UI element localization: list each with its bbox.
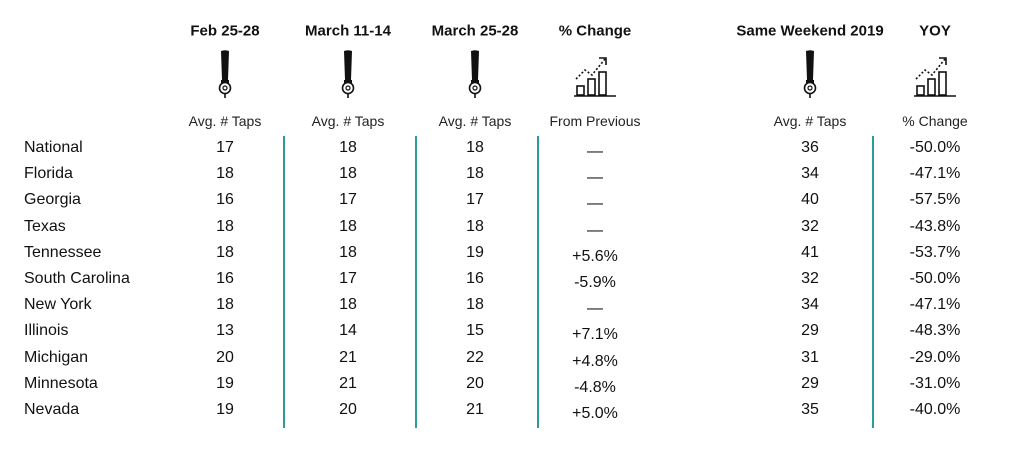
- column-subheader-mar11: Avg. # Taps: [311, 113, 385, 129]
- table-cell-mar25: 20: [466, 374, 484, 392]
- table-cell-yoy: -29.0%: [909, 348, 961, 366]
- table-cell-mar25: 15: [466, 322, 484, 340]
- table-cell-mar11: 20: [339, 401, 357, 418]
- column-subheader-y2019: Avg. # Taps: [773, 113, 847, 129]
- table-cell-mar11: 21: [339, 348, 357, 366]
- row-label: South Carolina: [24, 270, 130, 287]
- table-cell-y2019: 32: [801, 270, 819, 287]
- table-cell-mar11: 18: [339, 165, 357, 183]
- column-divider: [283, 136, 285, 428]
- growth-chart-icon: [573, 50, 617, 98]
- table-cell-mar25: 21: [466, 401, 484, 418]
- table-cell-yoy: -31.0%: [909, 374, 961, 392]
- table-cell-y2019: 41: [801, 243, 819, 261]
- growth-chart-icon: [913, 50, 957, 98]
- table-cell-feb: 18: [216, 165, 234, 183]
- table-cell-feb: 18: [216, 243, 234, 261]
- table-cell-yoy: -50.0%: [909, 139, 961, 156]
- column-subheader-mar25: Avg. # Taps: [438, 113, 512, 129]
- table-cell-chg: —: [587, 300, 603, 318]
- table-cell-y2019: 40: [801, 191, 819, 209]
- table-cell-yoy: -40.0%: [909, 401, 961, 418]
- table-cell-mar11: 18: [339, 296, 357, 314]
- beer-tap-icon: [337, 50, 359, 100]
- table-cell-y2019: 35: [801, 401, 819, 418]
- table-cell-feb: 16: [216, 270, 234, 287]
- table-cell-mar11: 18: [339, 139, 357, 156]
- column-header-feb: Feb 25-28: [190, 22, 260, 40]
- row-label: Illinois: [24, 322, 69, 340]
- table-cell-y2019: 29: [801, 322, 819, 340]
- row-label: Texas: [24, 217, 66, 235]
- table-cell-chg: -5.9%: [574, 274, 616, 291]
- table-cell-chg: —: [587, 143, 603, 160]
- table-cell-mar11: 18: [339, 243, 357, 261]
- column-header-yoy: YOY: [919, 22, 951, 40]
- table-cell-feb: 16: [216, 191, 234, 209]
- table-cell-yoy: -57.5%: [909, 191, 961, 209]
- column-subheader-yoy: % Change: [902, 113, 968, 129]
- table-cell-mar11: 17: [339, 191, 357, 209]
- row-label: New York: [24, 296, 92, 314]
- row-label: Georgia: [24, 191, 81, 209]
- column-divider: [415, 136, 417, 428]
- table-cell-mar11: 17: [339, 270, 357, 287]
- table-cell-yoy: -47.1%: [909, 296, 961, 314]
- table-cell-feb: 19: [216, 401, 234, 418]
- row-label: Minnesota: [24, 374, 98, 392]
- table-cell-mar25: 17: [466, 191, 484, 209]
- beer-tap-icon: [799, 50, 821, 100]
- table-cell-y2019: 31: [801, 348, 819, 366]
- table-cell-feb: 18: [216, 217, 234, 235]
- row-label: National: [24, 139, 83, 156]
- table-cell-chg: +5.0%: [572, 405, 618, 422]
- table-cell-yoy: -47.1%: [909, 165, 961, 183]
- table-cell-chg: —: [587, 221, 603, 239]
- beer-tap-icon: [464, 50, 486, 100]
- column-subheader-feb: Avg. # Taps: [188, 113, 262, 129]
- column-subheader-chg: From Previous: [549, 113, 641, 129]
- table-cell-feb: 19: [216, 374, 234, 392]
- table-cell-mar25: 19: [466, 243, 484, 261]
- table-cell-mar25: 18: [466, 217, 484, 235]
- column-header-y2019: Same Weekend 2019: [736, 22, 884, 40]
- row-label: Michigan: [24, 348, 89, 366]
- table-cell-yoy: -48.3%: [909, 322, 961, 340]
- table-cell-mar11: 14: [339, 322, 357, 340]
- column-header-chg: % Change: [558, 22, 632, 40]
- table-cell-mar11: 21: [339, 374, 357, 392]
- table-cell-feb: 13: [216, 322, 234, 340]
- table-cell-mar25: 16: [466, 270, 484, 287]
- table-cell-mar25: 18: [466, 139, 484, 156]
- table-cell-chg: +4.8%: [572, 352, 618, 370]
- table-cell-chg: —: [587, 169, 603, 187]
- column-header-mar11: March 11-14: [305, 22, 391, 40]
- table-cell-feb: 18: [216, 296, 234, 314]
- table-cell-chg: +7.1%: [572, 326, 618, 344]
- table-cell-yoy: -53.7%: [909, 243, 961, 261]
- table-cell-yoy: -43.8%: [909, 217, 961, 235]
- table-cell-chg: +5.6%: [572, 247, 618, 265]
- table-cell-y2019: 36: [801, 139, 819, 156]
- table-cell-y2019: 34: [801, 165, 819, 183]
- row-label: Nevada: [24, 401, 80, 418]
- table-cell-y2019: 32: [801, 217, 819, 235]
- table-cell-feb: 20: [216, 348, 234, 366]
- table-cell-yoy: -50.0%: [909, 270, 961, 287]
- column-divider: [537, 136, 539, 428]
- table-cell-chg: -4.8%: [574, 378, 616, 396]
- table-cell-mar25: 22: [466, 348, 484, 366]
- table-cell-mar25: 18: [466, 296, 484, 314]
- table-cell-chg: —: [587, 195, 603, 213]
- row-label: Florida: [24, 165, 73, 183]
- table-cell-y2019: 29: [801, 374, 819, 392]
- column-header-mar25: March 25-28: [431, 22, 519, 40]
- column-divider: [872, 136, 874, 428]
- table-cell-mar25: 18: [466, 165, 484, 183]
- row-label: Tennessee: [24, 243, 102, 261]
- beer-tap-icon: [214, 50, 236, 100]
- table-cell-mar11: 18: [339, 217, 357, 235]
- table-cell-feb: 17: [216, 139, 234, 156]
- table-cell-y2019: 34: [801, 296, 819, 314]
